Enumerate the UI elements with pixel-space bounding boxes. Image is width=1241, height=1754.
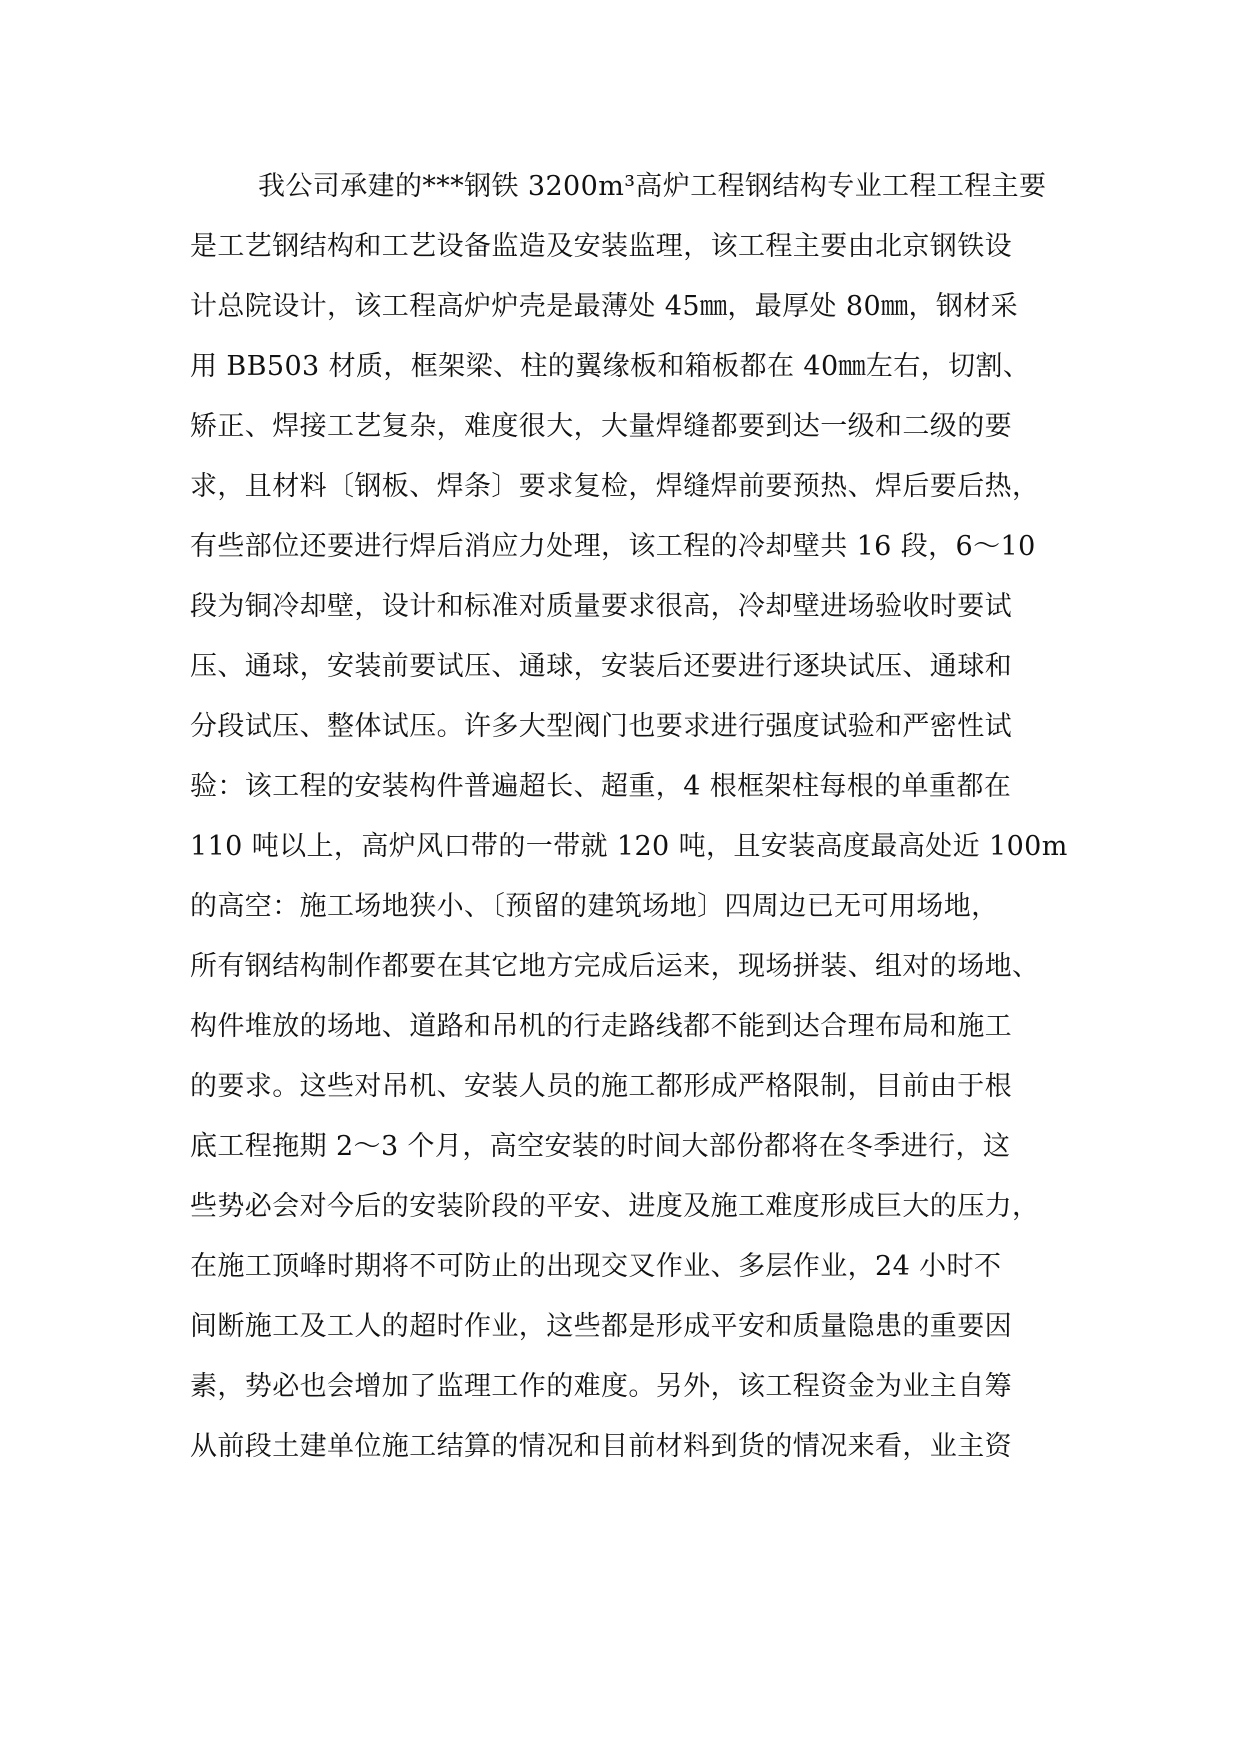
body-paragraph	[190, 157, 1070, 1477]
paragraph-line: 些势必会对今后的安装阶段的平安、进度及施工难度形成巨大的压力，	[190, 1191, 1040, 1222]
paragraph-line: 段为铜冷却壁，设计和标准对质量要求很高，冷却壁进场验收时要试	[190, 591, 1012, 622]
paragraph-line: 110 吨以上，高炉风口带的一带就 120 吨，且安装高度最高处近 100m	[190, 831, 1068, 862]
paragraph-line: 间断施工及工人的超时作业，这些都是形成平安和质量隐患的重要因	[190, 1311, 1012, 1342]
paragraph-line: 的要求。这些对吊机、安装人员的施工都形成严格限制，目前由于根	[190, 1071, 1012, 1102]
paragraph-line: 有些部位还要进行焊后消应力处理，该工程的冷却壁共 16 段，6～10	[190, 531, 1036, 562]
paragraph-line: 底工程拖期 2～3 个月，高空安装的时间大部份都将在冬季进行，这	[190, 1131, 1011, 1162]
paragraph-line: 的高空：施工场地狭小、〔预留的建筑场地〕四周边已无可用场地，	[190, 891, 999, 922]
paragraph-line: 求，且材料〔钢板、焊条〕要求复检，焊缝焊前要预热、焊后要后热，	[190, 471, 1040, 502]
paragraph-line: 在施工顶峰时期将不可防止的出现交叉作业、多层作业，24 小时不	[190, 1251, 1002, 1282]
paragraph-line: 验：该工程的安装构件普遍超长、超重，4 根框架柱每根的单重都在	[190, 771, 1012, 802]
paragraph-line: 构件堆放的场地、道路和吊机的行走路线都不能到达合理布局和施工	[190, 1011, 1012, 1042]
paragraph-line: 所有钢结构制作都要在其它地方完成后运来，现场拼装、组对的场地、	[190, 951, 1040, 982]
paragraph-line: 从前段土建单位施工结算的情况和目前材料到货的情况来看，业主资	[190, 1431, 1012, 1462]
paragraph-line: 是工艺钢结构和工艺设备监造及安装监理，该工程主要由北京钢铁设	[190, 231, 1012, 262]
paragraph-line: 我公司承建的***钢铁 3200m³高炉工程钢结构专业工程工程主要	[258, 171, 1047, 202]
paragraph-line: 矫正、焊接工艺复杂，难度很大，大量焊缝都要到达一级和二级的要	[190, 411, 1012, 442]
paragraph-line: 计总院设计，该工程高炉炉壳是最薄处 45㎜，最厚处 80㎜，钢材采	[190, 291, 1019, 322]
paragraph-line: 素，势必也会增加了监理工作的难度。另外，该工程资金为业主自筹	[190, 1371, 1012, 1402]
paragraph-line: 分段试压、整体试压。许多大型阀门也要求进行强度试验和严密性试	[190, 711, 1012, 742]
paragraph-line: 压、通球，安装前要试压、通球，安装后还要进行逐块试压、通球和	[190, 651, 1012, 682]
paragraph-line: 用 BB503 材质，框架梁、柱的翼缘板和箱板都在 40㎜左右，切割、	[190, 351, 1031, 382]
